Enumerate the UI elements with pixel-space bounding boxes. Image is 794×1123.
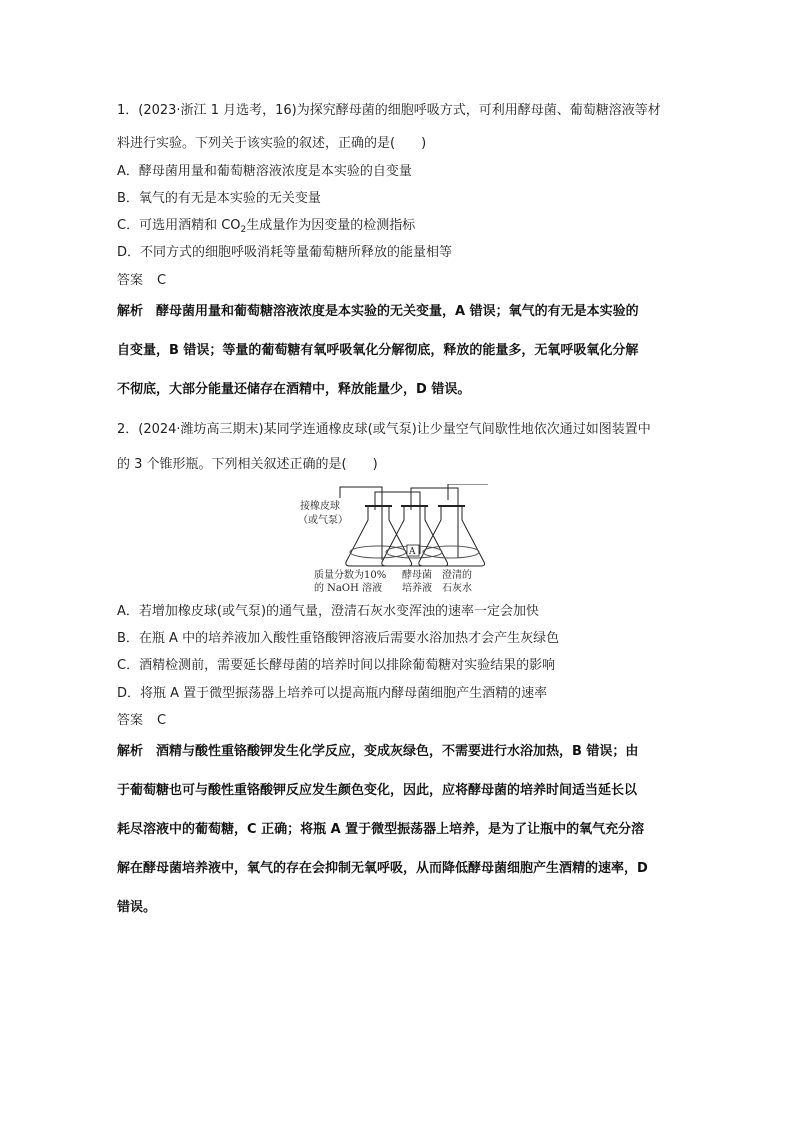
flask2-label-1: 酵母菌 [402,570,432,581]
q2-option-c: C．酒精检测前，需要延长酵母菌的培养时间以排除葡萄糖对实验结果的影响 [117,658,556,673]
q1-option-c-subscript: 2 [240,225,247,235]
q2-analysis-line1: 解析 酒精与酸性重铬酸钾发生化学反应，变成灰绿色，不需要进行水浴加热，B 错误；由 [117,744,639,759]
q1-option-c-pre: C．可选用酒精和 CO [117,218,241,233]
q1-option-a: A．酵母菌用量和葡萄糖溶液浓度是本实验的自变量 [117,164,412,179]
q2-analysis-line4: 解在酵母菌培养液中，氧气的存在会抑制无氧呼吸，从而降低酵母菌细胞产生酒精的速率，D [117,861,648,876]
q1-option-c-post: 生成量作为因变量的检测指标 [246,218,416,233]
q1-option-d: D．不同方式的细胞呼吸消耗等量葡萄糖所释放的能量相等 [117,245,453,260]
q1-answer-value: C [157,273,167,288]
q2-option-b: B．在瓶 A 中的培养液加入酸性重铬酸钾溶液后需要水浴加热才会产生灰绿色 [117,631,560,646]
q2-option-a: A．若增加橡皮球(或气泵)的通气量，澄清石灰水变浑浊的速率一定会加快 [117,604,540,619]
q2-analysis-line5: 错误。 [117,900,157,915]
q2-answer-value: C [157,713,167,728]
pump-label-1: 接橡皮球 [300,501,340,512]
q2-answer [117,712,166,730]
q1-analysis-line3: 不彻底，大部分能量还储存在酒精中，释放能量少，D 错误。 [117,382,471,397]
pump-label-2: （或气泵） [298,515,348,526]
q2-stem-line1: 2．(2024·潍坊高三期末)某同学连通橡皮球(或气泵)让少量空气间歇性地依次通过如图装置中 [117,422,651,437]
q1-option-c [117,217,415,239]
flask1-label-2: 的 NaOH 溶液 [314,583,382,594]
q1-analysis-line1: 解析 酵母菌用量和葡萄糖溶液浓度是本实验的无关变量，A 错误；氧气的有无是本实验的 [117,304,639,319]
q2-option-d: D．将瓶 A 置于微型振荡器上培养可以提高瓶内酵母菌细胞产生酒精的速率 [117,686,548,701]
q1-option-b: B．氧气的有无是本实验的无关变量 [117,191,321,206]
apparatus-figure [298,484,498,594]
q2-analysis-line3: 耗尽溶液中的葡萄糖，C 正确；将瓶 A 置于微型振荡器上培养，是为了让瓶中的氧气充分溶 [117,822,645,837]
q1-answer-label: 答案 [117,273,144,288]
q2-stem-line2: 的 3 个锥形瓶。下列相关叙述正确的是( ) [117,457,378,472]
inlet-tube [340,487,382,514]
q2-answer-label: 答案 [117,713,144,728]
q1-stem-line2: 料进行实验。下列关于该实验的叙述，正确的是( ) [117,136,427,151]
flask1-label-1: 质量分数为10% [314,570,387,581]
q1-stem-line1: 1．(2023·浙江 1 月选考，16)为探究酵母菌的细胞呼吸方式，可利用酵母菌、葡萄糖溶液等材 [117,103,661,118]
flask3-label-2: 石灰水 [442,583,472,594]
q1-analysis-line2: 自变量，B 错误；等量的葡萄糖有氧呼吸氧化分解彻底，释放的能量多，无氧呼吸氧化分解 [117,343,639,358]
flask-a-mark: A [409,547,416,557]
flask2-label-2: 培养液 [402,583,432,594]
outlet-tube [448,484,488,500]
q1-answer [117,272,166,290]
flask3-label-1: 澄清的 [442,570,472,581]
q2-analysis-line2: 于葡萄糖也可与酸性重铬酸钾反应发生颜色变化，因此，应将酵母菌的培养时间适当延长以 [117,783,638,798]
